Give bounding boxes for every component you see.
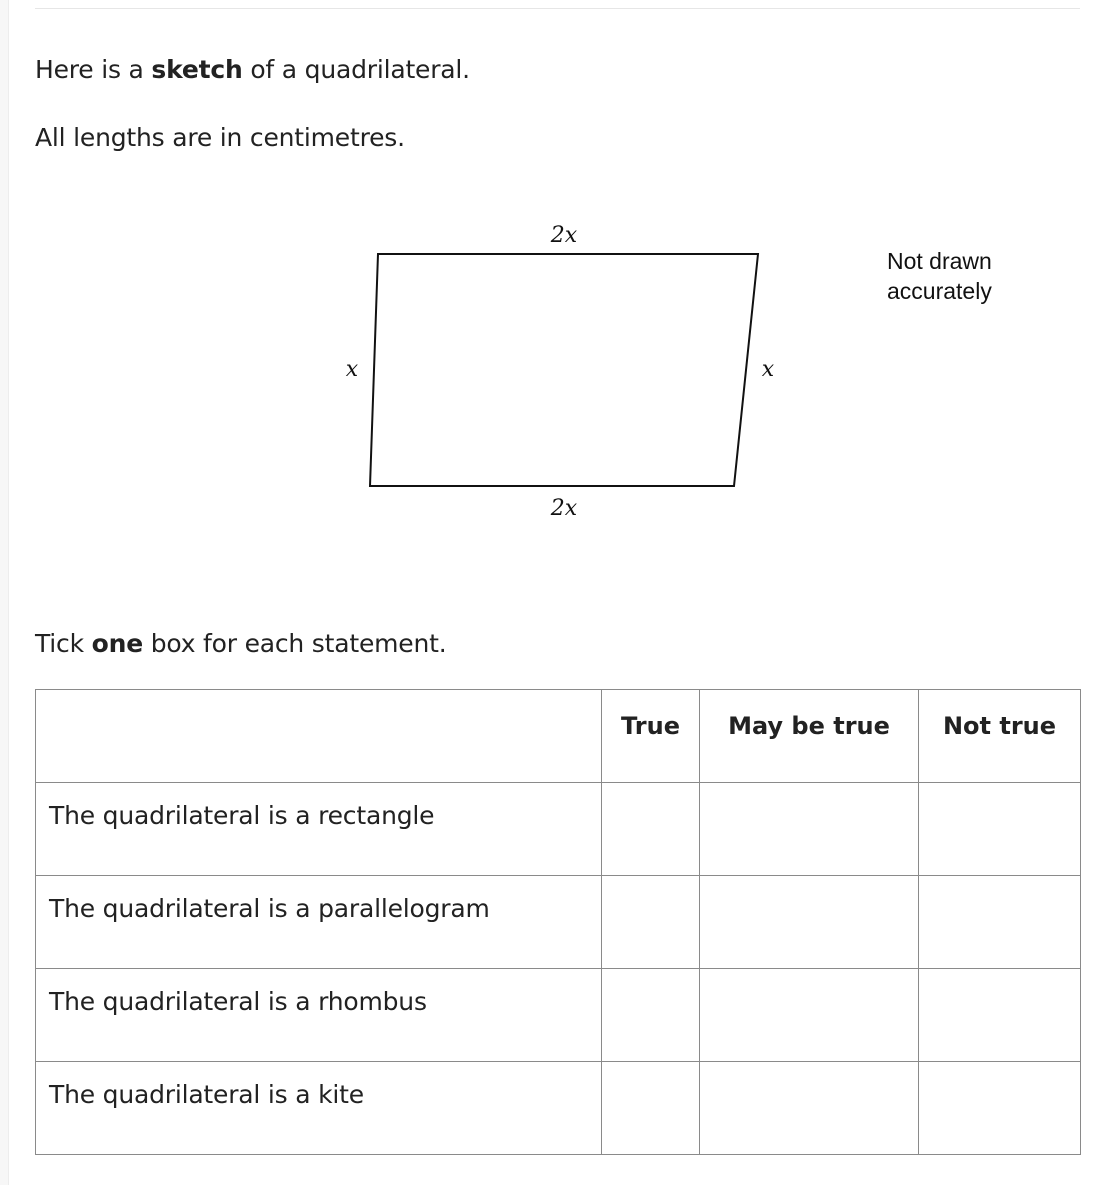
- units-note: All lengths are in centimetres.: [35, 123, 405, 152]
- table-row: [36, 969, 1081, 1062]
- tick-box-parallelogram-true[interactable]: [602, 876, 700, 969]
- tick-box-kite-true[interactable]: [602, 1062, 700, 1155]
- not-drawn-note-line2: accurately: [887, 278, 992, 304]
- instruction-text-start: Tick: [35, 629, 92, 658]
- intro-sentence: [35, 55, 470, 85]
- header-statement: [36, 690, 602, 783]
- tick-box-rhombus-not-true[interactable]: [919, 969, 1081, 1062]
- left-margin-rule: [0, 0, 9, 1185]
- tick-box-rhombus-true[interactable]: [602, 969, 700, 1062]
- intro-bold-word: sketch: [151, 55, 243, 84]
- top-divider: [35, 8, 1080, 9]
- tick-box-kite-may-be-true[interactable]: [700, 1062, 919, 1155]
- statement-parallelogram: The quadrilateral is a parallelogram: [36, 876, 602, 969]
- instruction-sentence: [35, 629, 446, 659]
- intro-text-start: Here is a: [35, 55, 152, 84]
- quadrilateral-shape: [370, 254, 758, 486]
- top-side-label: 2x: [550, 223, 578, 248]
- header-not-true: Not true: [919, 690, 1081, 783]
- header-may-be-true: May be true: [700, 690, 919, 783]
- statement-rhombus: The quadrilateral is a rhombus: [36, 969, 602, 1062]
- intro-text-end: of a quadrilateral.: [242, 55, 470, 84]
- table-row: [36, 1062, 1081, 1155]
- instruction-bold-word: one: [91, 629, 143, 658]
- tick-box-rectangle-may-be-true[interactable]: [700, 783, 919, 876]
- tick-box-rectangle-not-true[interactable]: [919, 783, 1081, 876]
- left-side-label: x: [345, 357, 359, 382]
- bottom-side-label: 2x: [550, 496, 578, 521]
- header-true: True: [602, 690, 700, 783]
- tick-box-kite-not-true[interactable]: [919, 1062, 1081, 1155]
- tick-box-parallelogram-may-be-true[interactable]: [700, 876, 919, 969]
- table-row: [36, 783, 1081, 876]
- table-header-row: [36, 690, 1081, 783]
- statement-rectangle: The quadrilateral is a rectangle: [36, 783, 602, 876]
- tick-box-rectangle-true[interactable]: [602, 783, 700, 876]
- not-drawn-note-line1: Not drawn: [887, 248, 992, 274]
- table-row: [36, 876, 1081, 969]
- statement-table: [35, 689, 1081, 1155]
- tick-box-rhombus-may-be-true[interactable]: [700, 969, 919, 1062]
- statement-kite: The quadrilateral is a kite: [36, 1062, 602, 1155]
- right-side-label: x: [761, 357, 775, 382]
- tick-box-parallelogram-not-true[interactable]: [919, 876, 1081, 969]
- instruction-text-end: box for each statement.: [142, 629, 447, 658]
